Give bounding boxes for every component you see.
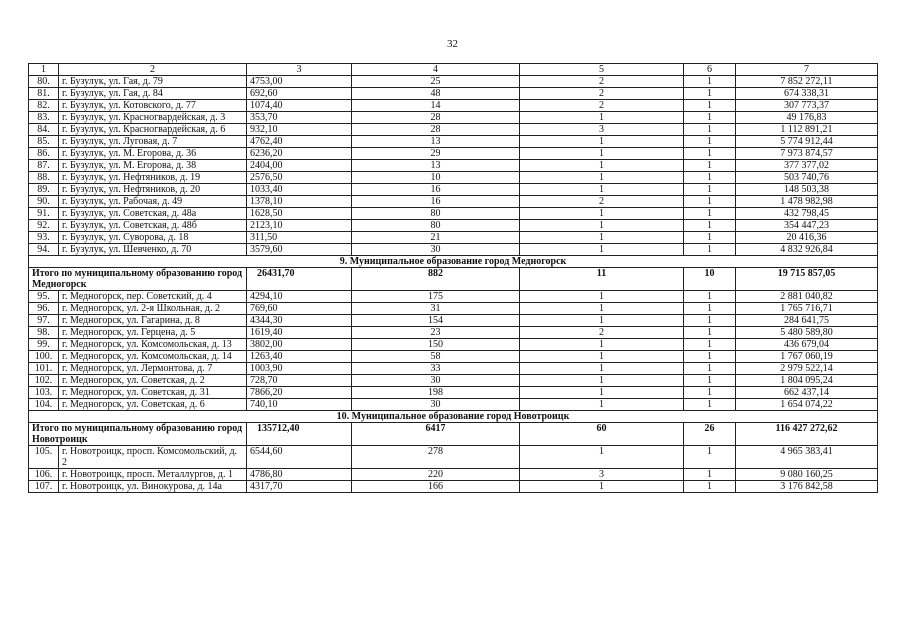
cell-col-4: 33	[352, 363, 520, 375]
total-col4: 6417	[352, 423, 520, 446]
table-row	[29, 232, 878, 244]
section-title: 9. Муниципальное образование город Медногорск	[29, 256, 878, 268]
cell-col-7: 354 447,23	[736, 220, 878, 232]
cell-col-5: 2	[520, 88, 684, 100]
cell-col-2: г. Бузулук, ул. Советская, д. 48б	[59, 220, 247, 232]
cell-col-2: г. Бузулук, ул. Рабочая, д. 49	[59, 196, 247, 208]
cell-col-6: 1	[684, 112, 736, 124]
cell-col-2: г. Медногорск, ул. Советская, д. 2	[59, 375, 247, 387]
table-row	[29, 76, 878, 88]
cell-col-1: 101.	[29, 363, 59, 375]
cell-col-6: 1	[684, 291, 736, 303]
cell-col-4: 48	[352, 88, 520, 100]
cell-col-3: 4317,70	[247, 481, 352, 493]
cell-col-3: 932,10	[247, 124, 352, 136]
cell-col-5: 1	[520, 148, 684, 160]
cell-col-2: г. Медногорск, пер. Советский, д. 4	[59, 291, 247, 303]
cell-col-6: 1	[684, 446, 736, 469]
table-row	[29, 148, 878, 160]
cell-col-5: 1	[520, 303, 684, 315]
cell-col-3: 1378,10	[247, 196, 352, 208]
cell-col-4: 13	[352, 160, 520, 172]
cell-col-7: 674 338,31	[736, 88, 878, 100]
cell-col-1: 107.	[29, 481, 59, 493]
cell-col-1: 104.	[29, 399, 59, 411]
cell-col-7: 148 503,38	[736, 184, 878, 196]
cell-col-1: 91.	[29, 208, 59, 220]
section-total-row	[29, 268, 878, 291]
cell-col-2: г. Бузулук, ул. Шевченко, д. 70	[59, 244, 247, 256]
section-title: 10. Муниципальное образование город Новотроицк	[29, 411, 878, 423]
cell-col-1: 93.	[29, 232, 59, 244]
cell-col-1: 86.	[29, 148, 59, 160]
table-row	[29, 315, 878, 327]
table-row	[29, 88, 878, 100]
section-title-row	[29, 256, 878, 268]
cell-col-4: 278	[352, 446, 520, 469]
cell-col-6: 1	[684, 172, 736, 184]
cell-col-6: 1	[684, 303, 736, 315]
table-row	[29, 208, 878, 220]
table-row	[29, 375, 878, 387]
cell-col-5: 1	[520, 363, 684, 375]
table-row	[29, 339, 878, 351]
cell-col-1: 82.	[29, 100, 59, 112]
cell-col-2: г. Бузулук, ул. Нефтяников, д. 20	[59, 184, 247, 196]
section-total-row	[29, 423, 878, 446]
cell-col-2: г. Бузулук, ул. Красногвардейская, д. 3	[59, 112, 247, 124]
cell-col-7: 3 176 842,58	[736, 481, 878, 493]
column-header-7: 7	[736, 64, 878, 76]
cell-col-4: 58	[352, 351, 520, 363]
total-col4: 882	[352, 268, 520, 291]
cell-col-6: 1	[684, 375, 736, 387]
table-row	[29, 446, 878, 469]
cell-col-7: 4 832 926,84	[736, 244, 878, 256]
column-header-3: 3	[247, 64, 352, 76]
cell-col-7: 2 881 040,82	[736, 291, 878, 303]
cell-col-2: г. Медногорск, ул. Комсомольская, д. 14	[59, 351, 247, 363]
cell-col-5: 1	[520, 220, 684, 232]
cell-col-3: 1263,40	[247, 351, 352, 363]
cell-col-6: 1	[684, 100, 736, 112]
table-row	[29, 363, 878, 375]
cell-col-3: 2404,00	[247, 160, 352, 172]
cell-col-6: 1	[684, 76, 736, 88]
cell-col-6: 1	[684, 220, 736, 232]
cell-col-1: 102.	[29, 375, 59, 387]
cell-col-7: 2 979 522,14	[736, 363, 878, 375]
cell-col-7: 20 416,36	[736, 232, 878, 244]
cell-col-7: 7 852 272,11	[736, 76, 878, 88]
cell-col-3: 769,60	[247, 303, 352, 315]
cell-col-1: 96.	[29, 303, 59, 315]
cell-col-5: 3	[520, 469, 684, 481]
section-title-row	[29, 411, 878, 423]
column-header-6: 6	[684, 64, 736, 76]
cell-col-3: 6236,20	[247, 148, 352, 160]
cell-col-1: 99.	[29, 339, 59, 351]
cell-col-6: 1	[684, 148, 736, 160]
table-row	[29, 184, 878, 196]
cell-col-4: 23	[352, 327, 520, 339]
total-col5: 11	[520, 268, 684, 291]
cell-col-1: 95.	[29, 291, 59, 303]
cell-col-5: 2	[520, 196, 684, 208]
cell-col-2: г. Бузулук, ул. Гая, д. 79	[59, 76, 247, 88]
cell-col-1: 97.	[29, 315, 59, 327]
cell-col-3: 740,10	[247, 399, 352, 411]
cell-col-4: 220	[352, 469, 520, 481]
cell-col-6: 1	[684, 208, 736, 220]
column-header-4: 4	[352, 64, 520, 76]
cell-col-6: 1	[684, 363, 736, 375]
table-row	[29, 220, 878, 232]
cell-col-4: 21	[352, 232, 520, 244]
cell-col-5: 1	[520, 232, 684, 244]
cell-col-7: 432 798,45	[736, 208, 878, 220]
table-body	[29, 64, 878, 493]
total-label: Итого по муниципальному образованию город Новотроицк	[29, 423, 247, 446]
table-row	[29, 244, 878, 256]
cell-col-1: 90.	[29, 196, 59, 208]
cell-col-3: 728,70	[247, 375, 352, 387]
cell-col-3: 3579,60	[247, 244, 352, 256]
cell-col-4: 175	[352, 291, 520, 303]
cell-col-6: 1	[684, 88, 736, 100]
total-area: 26431,70	[247, 268, 352, 291]
cell-col-7: 1 112 891,21	[736, 124, 878, 136]
cell-col-4: 154	[352, 315, 520, 327]
cell-col-7: 7 973 874,57	[736, 148, 878, 160]
table-row	[29, 196, 878, 208]
total-area: 135712,40	[247, 423, 352, 446]
table-row	[29, 112, 878, 124]
cell-col-3: 1003,90	[247, 363, 352, 375]
table-row	[29, 136, 878, 148]
table-row	[29, 124, 878, 136]
cell-col-7: 5 480 589,80	[736, 327, 878, 339]
cell-col-4: 16	[352, 196, 520, 208]
cell-col-3: 353,70	[247, 112, 352, 124]
cell-col-7: 377 377,02	[736, 160, 878, 172]
table-row	[29, 469, 878, 481]
cell-col-2: г. Бузулук, ул. Котовского, д. 77	[59, 100, 247, 112]
cell-col-2: г. Бузулук, ул. Советская, д. 48а	[59, 208, 247, 220]
cell-col-6: 1	[684, 232, 736, 244]
cell-col-6: 1	[684, 351, 736, 363]
cell-col-5: 1	[520, 339, 684, 351]
cell-col-2: г. Медногорск, ул. Гагарина, д. 8	[59, 315, 247, 327]
cell-col-5: 1	[520, 375, 684, 387]
table-row	[29, 327, 878, 339]
cell-col-3: 4753,00	[247, 76, 352, 88]
cell-col-7: 4 965 383,41	[736, 446, 878, 469]
cell-col-6: 1	[684, 136, 736, 148]
cell-col-2: г. Медногорск, ул. Советская, д. 31	[59, 387, 247, 399]
cell-col-5: 1	[520, 387, 684, 399]
cell-col-4: 29	[352, 148, 520, 160]
cell-col-6: 1	[684, 315, 736, 327]
cell-col-5: 1	[520, 399, 684, 411]
cell-col-7: 9 080 160,25	[736, 469, 878, 481]
cell-col-6: 1	[684, 184, 736, 196]
cell-col-5: 2	[520, 327, 684, 339]
cell-col-6: 1	[684, 196, 736, 208]
cell-col-5: 2	[520, 76, 684, 88]
table-row	[29, 481, 878, 493]
page-number: 32	[447, 38, 458, 50]
cell-col-6: 1	[684, 244, 736, 256]
cell-col-7: 49 176,83	[736, 112, 878, 124]
cell-col-2: г. Новотроицк, ул. Винокурова, д. 14а	[59, 481, 247, 493]
cell-col-2: г. Бузулук, ул. Гая, д. 84	[59, 88, 247, 100]
cell-col-5: 1	[520, 481, 684, 493]
total-col5: 60	[520, 423, 684, 446]
cell-col-2: г. Медногорск, ул. Лермонтова, д. 7	[59, 363, 247, 375]
cell-col-5: 1	[520, 291, 684, 303]
cell-col-5: 1	[520, 160, 684, 172]
cell-col-2: г. Бузулук, ул. Нефтяников, д. 19	[59, 172, 247, 184]
total-col6: 10	[684, 268, 736, 291]
cell-col-7: 5 774 912,44	[736, 136, 878, 148]
cell-col-7: 1 804 095,24	[736, 375, 878, 387]
cell-col-1: 87.	[29, 160, 59, 172]
cell-col-5: 1	[520, 351, 684, 363]
cell-col-4: 25	[352, 76, 520, 88]
cell-col-1: 94.	[29, 244, 59, 256]
column-header-1: 1	[29, 64, 59, 76]
cell-col-4: 16	[352, 184, 520, 196]
table-row	[29, 399, 878, 411]
cell-col-7: 436 679,04	[736, 339, 878, 351]
cell-col-2: г. Бузулук, ул. Суворова, д. 18	[59, 232, 247, 244]
cell-col-1: 84.	[29, 124, 59, 136]
cell-col-6: 1	[684, 469, 736, 481]
cell-col-3: 4762,40	[247, 136, 352, 148]
cell-col-7: 1 478 982,98	[736, 196, 878, 208]
cell-col-5: 1	[520, 208, 684, 220]
total-col6: 26	[684, 423, 736, 446]
cell-col-1: 81.	[29, 88, 59, 100]
header-row	[29, 64, 878, 76]
cell-col-5: 1	[520, 136, 684, 148]
cell-col-6: 1	[684, 339, 736, 351]
cell-col-2: г. Новотроицк, просп. Комсомольский, д. 2	[59, 446, 247, 469]
column-header-5: 5	[520, 64, 684, 76]
cell-col-2: г. Бузулук, ул. М. Егорова, д. 36	[59, 148, 247, 160]
cell-col-5: 1	[520, 184, 684, 196]
cell-col-3: 1033,40	[247, 184, 352, 196]
cell-col-2: г. Бузулук, ул. Луговая, д. 7	[59, 136, 247, 148]
cell-col-2: г. Медногорск, ул. 2-я Школьная, д. 2	[59, 303, 247, 315]
table-row	[29, 172, 878, 184]
total-cost: 116 427 272,62	[736, 423, 878, 446]
cell-col-1: 100.	[29, 351, 59, 363]
table-row	[29, 303, 878, 315]
cell-col-7: 1 765 716,71	[736, 303, 878, 315]
cell-col-2: г. Новотроицк, просп. Металлургов, д. 1	[59, 469, 247, 481]
cell-col-3: 1074,40	[247, 100, 352, 112]
cell-col-3: 4344,30	[247, 315, 352, 327]
cell-col-1: 98.	[29, 327, 59, 339]
cell-col-7: 503 740,76	[736, 172, 878, 184]
total-cost: 19 715 857,05	[736, 268, 878, 291]
cell-col-3: 1619,40	[247, 327, 352, 339]
cell-col-3: 311,50	[247, 232, 352, 244]
housing-table	[28, 63, 878, 493]
cell-col-1: 88.	[29, 172, 59, 184]
cell-col-4: 30	[352, 375, 520, 387]
cell-col-3: 4786,80	[247, 469, 352, 481]
cell-col-7: 1 767 060,19	[736, 351, 878, 363]
total-label: Итого по муниципальному образованию город Медногорск	[29, 268, 247, 291]
cell-col-5: 1	[520, 112, 684, 124]
cell-col-1: 89.	[29, 184, 59, 196]
cell-col-3: 4294,10	[247, 291, 352, 303]
cell-col-4: 30	[352, 244, 520, 256]
cell-col-1: 92.	[29, 220, 59, 232]
cell-col-7: 284 641,75	[736, 315, 878, 327]
cell-col-6: 1	[684, 387, 736, 399]
cell-col-1: 106.	[29, 469, 59, 481]
cell-col-5: 1	[520, 315, 684, 327]
cell-col-1: 103.	[29, 387, 59, 399]
cell-col-2: г. Медногорск, ул. Советская, д. 6	[59, 399, 247, 411]
table-row	[29, 291, 878, 303]
cell-col-7: 1 654 074,22	[736, 399, 878, 411]
cell-col-6: 1	[684, 399, 736, 411]
cell-col-4: 30	[352, 399, 520, 411]
cell-col-5: 1	[520, 172, 684, 184]
cell-col-7: 662 437,14	[736, 387, 878, 399]
cell-col-3: 2576,50	[247, 172, 352, 184]
cell-col-2: г. Медногорск, ул. Герцена, д. 5	[59, 327, 247, 339]
cell-col-4: 14	[352, 100, 520, 112]
cell-col-1: 83.	[29, 112, 59, 124]
cell-col-1: 85.	[29, 136, 59, 148]
cell-col-3: 692,60	[247, 88, 352, 100]
cell-col-4: 80	[352, 208, 520, 220]
cell-col-4: 28	[352, 124, 520, 136]
cell-col-3: 1628,50	[247, 208, 352, 220]
cell-col-6: 1	[684, 124, 736, 136]
cell-col-7: 307 773,37	[736, 100, 878, 112]
cell-col-3: 7866,20	[247, 387, 352, 399]
cell-col-5: 1	[520, 244, 684, 256]
table-row	[29, 387, 878, 399]
cell-col-1: 80.	[29, 76, 59, 88]
cell-col-2: г. Медногорск, ул. Комсомольская, д. 13	[59, 339, 247, 351]
cell-col-4: 13	[352, 136, 520, 148]
cell-col-4: 28	[352, 112, 520, 124]
cell-col-4: 198	[352, 387, 520, 399]
table-row	[29, 351, 878, 363]
cell-col-5: 1	[520, 446, 684, 469]
column-header-2: 2	[59, 64, 247, 76]
cell-col-5: 3	[520, 124, 684, 136]
cell-col-3: 2123,10	[247, 220, 352, 232]
cell-col-6: 1	[684, 160, 736, 172]
cell-col-2: г. Бузулук, ул. М. Егорова, д. 38	[59, 160, 247, 172]
cell-col-3: 6544,60	[247, 446, 352, 469]
table-row	[29, 100, 878, 112]
cell-col-6: 1	[684, 327, 736, 339]
cell-col-2: г. Бузулук, ул. Красногвардейская, д. 6	[59, 124, 247, 136]
cell-col-4: 10	[352, 172, 520, 184]
cell-col-5: 2	[520, 100, 684, 112]
cell-col-3: 3802,00	[247, 339, 352, 351]
cell-col-1: 105.	[29, 446, 59, 469]
cell-col-4: 150	[352, 339, 520, 351]
cell-col-4: 166	[352, 481, 520, 493]
cell-col-4: 31	[352, 303, 520, 315]
cell-col-6: 1	[684, 481, 736, 493]
table-row	[29, 160, 878, 172]
cell-col-4: 80	[352, 220, 520, 232]
